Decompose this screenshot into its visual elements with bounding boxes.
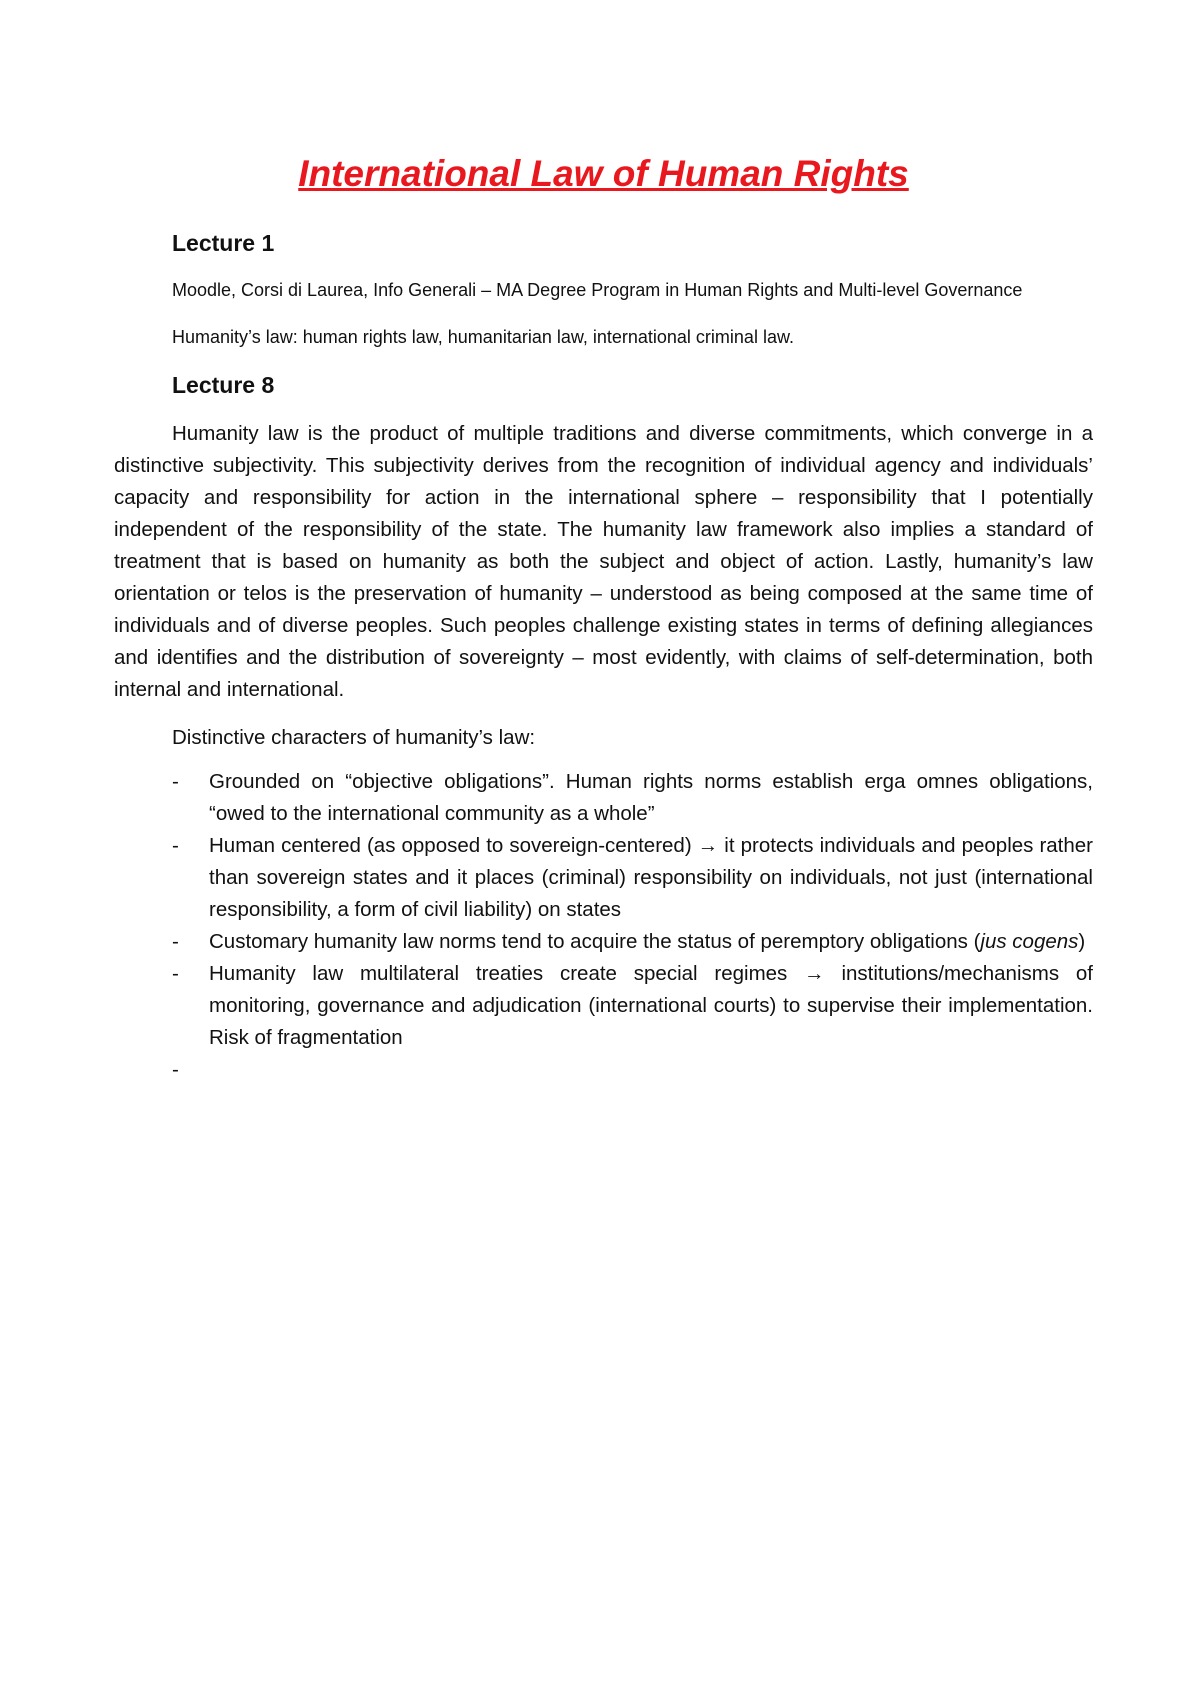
list-item [114,926,1093,958]
lecture-1-line-1: Moodle, Corsi di Laurea, Info Generali – MA Degree Program in Human Rights and Multi-level Governance [172,280,1023,300]
list-item-text: Humanity law multilateral treaties create special regimes [209,962,788,985]
list-item-italic-text: jus cogens [980,930,1079,953]
list-item-text: ) [1078,930,1086,953]
lecture-1-line-2: Humanity’s law: human rights law, humanitarian law, international criminal law. [172,327,794,347]
dash-bullet-icon: - [172,834,179,857]
dash-bullet-icon: - [172,1058,179,1081]
list-item-text: Customary humanity law norms tend to acquire the status of peremptory obligations ( [209,930,981,953]
arrow-right-icon: → [804,962,825,985]
dash-bullet-icon: - [172,770,179,793]
list-item-empty [114,1054,1093,1086]
list-item-text: it protects individuals and peoples rather than sovereign states and it places (criminal) responsibility on individuals, not just (international responsibility, a form of civil liability) on states [209,834,1094,921]
lecture-1-heading: Lecture 1 [172,230,275,256]
document-title: International Law of Human Rights [298,153,909,194]
dash-bullet-icon: - [172,930,179,953]
list-item [114,830,1093,926]
list-intro: Distinctive characters of humanity’s law: [172,726,536,749]
lecture-1-section [114,228,1093,352]
list-item-text: Human centered (as opposed to sovereign-centered) [209,834,692,857]
list-item-text: institutions/mechanisms of monitoring, governance and adjudication (international courts) to supervise their implementation. Risk of fragmentation [209,962,1093,1049]
lecture-8-section [114,370,1093,1086]
list-item [114,958,1093,1054]
characters-list [114,766,1093,1086]
dash-bullet-icon: - [172,962,179,985]
lecture-8-heading: Lecture 8 [172,372,275,398]
list-item [114,766,1093,830]
arrow-right-icon: → [697,834,719,857]
list-item-text: Grounded on “objective obligations”. Human rights norms establish erga omnes obligations, “owed to the international community as a whole” [209,770,1093,825]
lecture-8-paragraph: Humanity law is the product of multiple traditions and diverse commitments, which converge in a distinctive subjectivity. This subjectivity derives from the recognition of individual agency and individuals’ capacity and responsibility for action in the international sphere – responsibility that I potentially independent of the responsibility of the state. The humanity law framework also implies a standard of treatment that is based on humanity as both the subject and object of action. Lastly, humanity’s law orientation or telos is the preservation of humanity – understood as being composed at the same time of individuals and of diverse peoples. Such peoples challenge existing states in terms of defining allegiances and identifies and the distribution of sovereignty – most evidently, with claims of self-determination, both internal and international. [114,422,1093,701]
